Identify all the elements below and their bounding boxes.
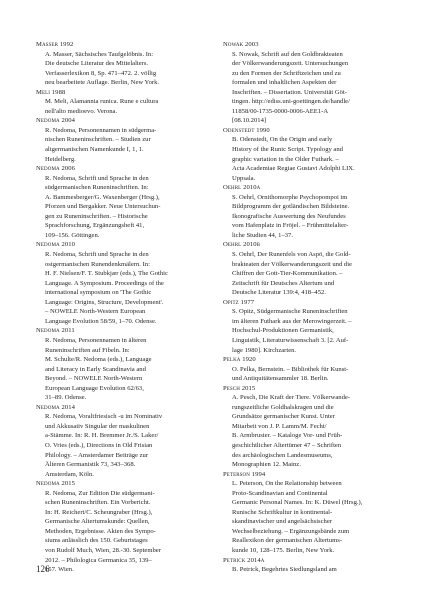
entry-key: Odenstedt 1990 <box>223 126 270 134</box>
entry-line: Linguistik, Literaturwissenschaft 3. [2. Auf- <box>232 336 349 344</box>
entry-key: Pelka 1920 <box>223 356 256 364</box>
entry-line: M. Schulte/R. Nedoma (eds.), Language <box>45 356 152 364</box>
entry-line: A. Masser, Sächsisches Taufgelöbnis. In: <box>45 50 154 58</box>
entry-text <box>223 307 391 355</box>
entry-line: Verfasserlexikon 8, Sp. 471–472. 2. völlig <box>45 69 157 77</box>
entry-line: liche Studien 44, 1–37. <box>232 231 293 239</box>
entry-line: zu den Formen der Schriftzeichen und zu <box>232 69 341 77</box>
left-column <box>36 40 204 575</box>
bibliography-entry <box>36 40 204 88</box>
entry-line: Hochschul-Produktionen Germanistik, <box>232 327 334 335</box>
entry-line: European Language Evolution 62/63, <box>45 384 144 392</box>
entry-line: graphic variation in the Older Futhark. – <box>232 155 339 163</box>
entry-line: von Rudolf Much, Wien, 28.-30. September <box>45 546 161 554</box>
entry-line: Ikonografische Auswertung des Neufundes <box>232 212 346 220</box>
entry-line: Zeitschrift für Deutsches Altertum und <box>232 279 335 287</box>
entry-line: S. Oehrl, Ornithomorphe Psychopompoi im <box>232 193 348 201</box>
entry-line: A. Pesch, Die Kraft der Tiere. Völkerwande- <box>232 394 350 402</box>
entry-line: B. Petrick, Begehrtes Siedlungsland am <box>232 566 337 574</box>
entry-line: R. Nedoma, Personennamen in südgerma- <box>45 126 157 134</box>
bibliography-entry <box>36 479 204 574</box>
entry-line: R. Nedoma, Voraltfriesisch -u im Nominativ <box>45 413 163 421</box>
entry-text <box>36 97 204 116</box>
bibliography-entry <box>223 470 391 556</box>
entry-text <box>36 336 204 403</box>
bibliography-entry <box>223 40 391 126</box>
entry-line: Runeninschriften auf Fibeln. In: <box>45 346 130 354</box>
entry-line: formalen und inhaltlichen Aspekten der <box>232 79 337 87</box>
entry-line: Uppsala. <box>232 174 256 182</box>
entry-line: ostgermanischen Runendenkmälern. In: <box>45 260 150 268</box>
entry-line: Heidelberg. <box>45 155 76 163</box>
entry-line: – NOWELE North-Western European <box>45 308 146 316</box>
entry-line: neu bearbeitete Auflage. Berlin, New York. <box>45 79 160 87</box>
entry-line: R. Nedoma, Schrift und Sprache in den <box>45 251 149 259</box>
entry-line: Deutsche Literatur 139:4, 418–452. <box>232 289 326 297</box>
bibliography-entry <box>36 164 204 240</box>
entry-line: 31–89. Odense. <box>45 394 87 402</box>
entry-text <box>36 174 204 241</box>
entry-key: Nedoma 2015 <box>36 480 76 488</box>
entry-line: Beyond. – NOWELE North-Western <box>45 375 143 383</box>
entry-line: R. Nedoma, Schrift und Sprache in den <box>45 174 149 182</box>
entry-line: R. Nedoma, Zur Edition Die südgermani- <box>45 489 155 497</box>
entry-key: Nedoma 2014 <box>36 403 76 411</box>
entry-line: Älteren Germanistik 73, 343–368. <box>45 461 136 469</box>
entry-text <box>36 126 204 164</box>
entry-line: In: H. Reichert/C. Scheungraber (Hrsg.), <box>45 508 153 516</box>
entry-line: und Antiquitätensammler 18. Berlin. <box>232 375 329 383</box>
entry-key: Nedoma 2011 <box>36 327 75 335</box>
bibliography-entry <box>223 384 391 470</box>
entry-line: südgermanischen Runeninschriften. In: <box>45 184 149 192</box>
entry-line: Language: Origins, Structure, Development'. <box>45 298 164 306</box>
entry-line: Methoden, Ergebnisse. Akten des Sympo- <box>45 527 156 535</box>
entry-line: international symposium on 'The Gothic <box>45 289 152 297</box>
entry-line: geschichtlicher Altertümer 47 – Schriften <box>232 441 342 449</box>
entry-line: Pforzen und Bergakker. Neue Untersuchun- <box>45 203 161 211</box>
entry-line: S. Oehrl, Der Runenfels von Aspö, die Gold- <box>232 251 351 259</box>
entry-key: Oehrl 2010a <box>223 184 261 192</box>
entry-line: Wechselbeziehung. – Ergänzungsbände zum <box>232 527 350 535</box>
entry-text <box>223 50 391 126</box>
entry-line: L. Peterson, On the Relationship between <box>232 480 342 488</box>
entry-line: Philology. – Amsterdamer Beiträge zur <box>45 451 149 459</box>
entry-line: Language. A Symposium. Proceedings of the <box>45 279 164 287</box>
bibliography-entry <box>36 240 204 326</box>
entry-line: rungszeitliche Goldhalskragen und die <box>232 403 334 411</box>
bibliography-entry <box>223 126 391 183</box>
entry-line: nischen Runeninschriften. – Studien zur <box>45 136 151 144</box>
entry-line: vom Hafenplatz in Fröjel. – Frühmittelalter- <box>232 222 349 230</box>
entry-line: Die deutsche Literatur des Mittelalters. <box>45 60 149 68</box>
entry-line: Germanic Personal Names. In: K. Düwel (Hrsg.), <box>232 499 363 507</box>
entry-line: O. Pelka, Bernstein. – Bibliothek für Kunst- <box>232 365 349 373</box>
entry-line: [08.10.2014] <box>232 117 267 125</box>
entry-line: skandinavischer und angelsächsischer <box>232 518 332 526</box>
entry-text <box>36 250 204 326</box>
entry-text <box>36 50 204 88</box>
entry-line: History of the Runic Script. Typology and <box>232 146 343 154</box>
entry-key: Opitz 1977 <box>223 298 255 306</box>
entry-line: M. Meli, Alamannia runica. Rune e cultura <box>45 98 159 106</box>
page-number: 126 <box>36 564 50 574</box>
right-column <box>223 40 391 575</box>
entry-line: schen Runeninschriften. Ein Vorbericht. <box>45 499 151 507</box>
entry-text <box>223 193 391 241</box>
entry-line: 157. Wien. <box>45 566 74 574</box>
entry-line: S. Opitz, Südgermanische Runeninschriften <box>232 308 348 316</box>
entry-line: lage 1980]. Kirchzarten. <box>232 346 297 354</box>
bibliography-entry <box>36 403 204 479</box>
entry-key: Nedoma 2006 <box>36 165 76 173</box>
entry-text <box>223 135 391 183</box>
entry-line: B. Odenstedt, On the Origin and early <box>232 136 333 144</box>
entry-text <box>36 412 204 479</box>
entry-line: S. Nowak, Schrift auf den Goldbrakteaten <box>232 50 343 58</box>
bibliography-entry <box>223 355 391 384</box>
entry-line: tingen. http://ediss.uni-goettingen.de/handle/ <box>232 98 350 106</box>
entry-line: siums anlässlich des 150. Geburtstages <box>45 537 148 545</box>
entry-text <box>223 479 391 555</box>
bibliography-entry <box>36 116 204 164</box>
bibliography-entry <box>223 556 391 575</box>
entry-line: Bildprogramm der gotländischen Bildsteine. <box>232 203 350 211</box>
entry-line: altgermanischen Namenkunde I, 1, 1. <box>45 146 144 154</box>
bibliography-entry <box>36 88 204 117</box>
entry-line: Chiffren der Gott-Tier-Kommunikation. – <box>232 270 343 278</box>
entry-key: Meli 1988 <box>36 88 66 96</box>
entry-line: des archäologischen Landesmuseums, <box>232 451 333 459</box>
entry-line: kunde 10, 128–175. Berlin, New York. <box>232 546 335 554</box>
entry-text <box>223 365 391 384</box>
entry-key: Masser 1992 <box>36 41 74 48</box>
entry-text <box>223 393 391 469</box>
entry-text <box>36 489 204 575</box>
entry-line: und Akkusativ Singular der maskulinen <box>45 422 150 430</box>
entry-line: O. Vries (eds.), Directions in Old Frisian <box>45 441 153 449</box>
entry-key: Nedoma 2010 <box>36 241 76 249</box>
bibliography-entry <box>223 183 391 240</box>
entry-key: Petrick 2014a <box>223 556 265 564</box>
entry-line: im älteren Futhark aus der Merowingerzeit. – <box>232 317 352 325</box>
entry-text <box>223 565 391 575</box>
entry-line: Acta Academiae Regiae Gustavi Adolphi LIX. <box>232 165 355 173</box>
entry-line: Runische Schriftkultur in kontinental- <box>232 508 333 516</box>
entry-line: brakteaten der Völkerwanderungszeit und die <box>232 260 352 268</box>
entry-key: Peterson 1994 <box>223 470 266 478</box>
entry-line: Germanische Altertumskunde: Quellen, <box>45 518 150 526</box>
entry-line: Mitarbeit von J. P. Lamm/M. Fecht/ <box>232 422 327 430</box>
entry-key: Pesch 2015 <box>223 384 256 392</box>
entry-line: Proto-Scandinavian and Continental <box>232 489 328 497</box>
entry-key: Nowak 2003 <box>223 41 259 48</box>
entry-key: Nedoma 2004 <box>36 117 76 125</box>
entry-text <box>223 250 391 298</box>
entry-line: Amsterdam, Köln. <box>45 470 94 478</box>
entry-key: Oehrl 2010b <box>223 241 261 249</box>
entry-line: R. Nedoma, Personennamen in älteren <box>45 336 147 344</box>
entry-line: der Völkerwanderungszeit. Untersuchungen <box>232 60 349 68</box>
entry-line: B. Armbruster. – Kataloge Vor- und Früh- <box>232 432 343 440</box>
entry-line: Language Evolution 58/59, 1–70. Odense. <box>45 317 157 325</box>
bibliography-entry <box>223 298 391 355</box>
entry-line: nell'alto medioevo. Verona. <box>45 107 118 115</box>
entry-line: and Literacy in Early Scandinavia and <box>45 365 146 373</box>
entry-line: 11858/00-1735-0000-0006-AEE1-A <box>232 107 329 115</box>
bibliography-entry <box>223 240 391 297</box>
bibliography-entry <box>36 326 204 402</box>
entry-line: Monographien 12. Mainz. <box>232 461 301 469</box>
entry-line: H. F. Nielsen/F. T. Stubkjær (eds.), The Gothic <box>45 270 168 278</box>
entry-line: Inschriften. – Dissertation. Universität Göt- <box>232 88 347 96</box>
entry-line: Grundsätze germanischer Kunst. Unter <box>232 413 335 421</box>
entry-line: 109–156. Göttingen. <box>45 231 100 239</box>
entry-line: a-Stämme. In: R. H. Bremmer Jr./S. Laker/ <box>45 432 159 440</box>
entry-line: A. Bammesberger/G. Waxenberger (Hrsg.), <box>45 193 160 201</box>
entry-line: Reallexikon der germanischen Altertums- <box>232 537 343 545</box>
entry-line: 2012. – Philologica Germanica 35, 139– <box>45 556 152 564</box>
entry-line: Sprachforschung, Ergänzungsheft 41, <box>45 222 145 230</box>
entry-line: gen zu Runeninschriften. – Historische <box>45 212 148 220</box>
